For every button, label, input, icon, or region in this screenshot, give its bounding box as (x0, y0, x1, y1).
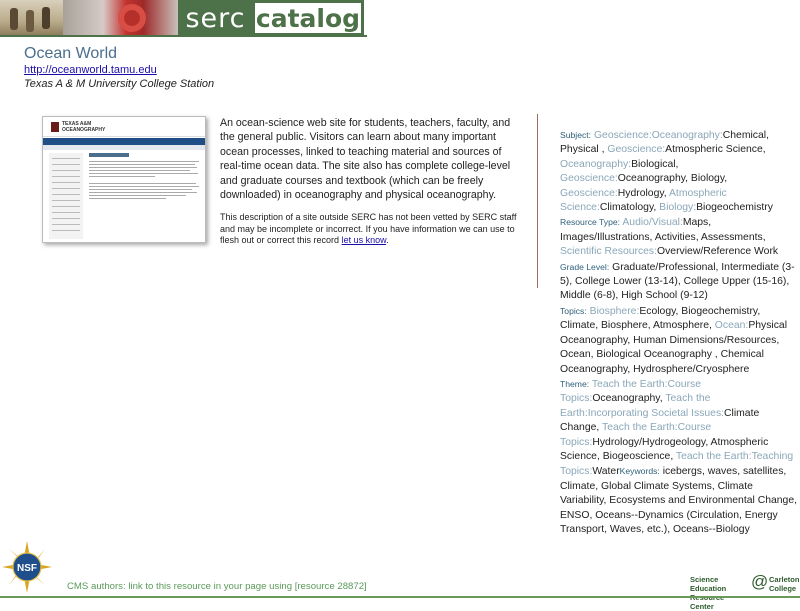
subject-category[interactable]: Geoscience: (560, 187, 618, 199)
banner-photo-people (0, 0, 63, 36)
subject-label: Subject: (560, 130, 592, 140)
subject-category[interactable]: Geoscience: (607, 144, 666, 156)
thumb-nav-bar (43, 138, 205, 145)
serc-logo-line2: Center (690, 602, 714, 611)
resource-type-category[interactable]: Scientific Resources: (560, 246, 658, 258)
keywords-value[interactable]: icebergs, waves, satellites, Climate, Global Climate Systems, Climate Variability, Ecosystems and Environmental Change, ENSO, Oceans--Dynamics (Circulation, Energy Transport, Waves, etc.), Oceans--Biology (560, 466, 797, 535)
catalog-logo-text: catalog (253, 0, 364, 36)
resource-type-value[interactable]: Maps, Images/Illustrations, Activities, Assessments, (560, 217, 766, 243)
subject-value[interactable]: Oceanography, Biology, (617, 173, 728, 185)
thumb-logo-text (62, 121, 105, 133)
resource-type-category[interactable]: Audio/Visual: (622, 217, 683, 229)
topics-category[interactable]: Ocean: (714, 320, 749, 332)
serc-logo-text: serc (178, 0, 253, 36)
resource-organization: Texas A & M University College Station (24, 78, 215, 90)
tamu-logo-icon (51, 122, 59, 132)
resource-type-value[interactable]: Overview/Reference Work (657, 246, 779, 258)
subject-value[interactable]: Chemical, Physical (560, 130, 769, 156)
grade-level-label: Grade Level: (560, 261, 610, 272)
keywords-label: Keywords: (619, 466, 660, 477)
resource-metadata: Subject: Geoscience:Oceanography:Chemical, Physical , Geoscience:Atmospheric Science, Oceanography:Biological, Geoscience:Oceanography, Biology, Geoscience:Hydrology, Atmospheric Science:Climatology, Biology:Biogeochemistry Resource Type: Audio/Visual:Maps, Images/Illustrations, Activities, Assessments, Scientific Resources:Overview/Reference Work Grade Level: Graduate/Professional, Intermediate (3-5), College Lower (13-14), College Upper (15-16), Middle (6-8), High School (9-12) Topics: Biosphere:Ecology, Biogeochemistry, Climate, Biosphere, Atmosphere, Ocean:Physical Oceanography, Human Dimensions/Resources, Ocean, Biological Oceanography , Chemical Oceanography, Hydrosphere/Cryosphere Theme: Teach the Earth:Course Topics:Oceanography, Teach the Earth:Incorporating Societal Issues:Climate Change, Teach the Earth:Course Topics:Hydrology/Hydrogeology, Atmospheric Science, Biogeoscience, Teach the Earth:Teaching Topics:WaterKeywords: icebergs, waves, satellites, Climate, Global Climate Systems, Climate Variability, Ecosystems and Environmental Change, ENSO, Oceans--Dynamics (Circulation, Energy Transport, Waves, etc.), Oceans--Biology (560, 130, 797, 535)
thumb-header (43, 117, 205, 137)
footer-divider (0, 596, 800, 598)
subject-value[interactable]: Atmospheric Science, (665, 144, 766, 156)
nsf-logo[interactable] (2, 541, 52, 593)
resource-description: An ocean-science web site for students, teachers, faculty, and the general public. Visitors can learn about many important ocean processes, linked to teaching material and sources of real-time ocean data. The site also has complete college-level and graduate courses and textbook (which can be freely downloaded) in oceanography and physical oceanography. (220, 117, 511, 202)
at-sign-icon: @ (751, 572, 769, 591)
resource-url-link[interactable]: http://oceanworld.tamu.edu (24, 64, 157, 76)
topics-label: Topics: (560, 305, 587, 316)
theme-value[interactable]: Climate Change, (560, 407, 760, 434)
nsf-text: NSF (17, 563, 37, 574)
subject-category[interactable]: Oceanography: (560, 158, 632, 170)
theme-category[interactable]: Teach the Earth:Teaching Topics: (560, 450, 794, 478)
subject-category[interactable]: Geoscience:Oceanography: (593, 130, 723, 141)
subject-value[interactable]: Hydrology, (617, 187, 667, 199)
thumb-subnav-bar (43, 145, 205, 150)
disclaimer-end: . (386, 235, 389, 246)
vertical-divider (537, 114, 538, 288)
carleton-line2: College (769, 584, 797, 593)
subject-value[interactable]: Climatology (599, 202, 654, 214)
cms-authors-note: CMS authors: link to this resource in your page using [resource 28872] (67, 581, 367, 592)
subject-value[interactable]: Biological, (631, 158, 679, 170)
subject-category[interactable]: Geoscience: (560, 173, 618, 185)
topics-value[interactable]: Physical Oceanography, Human Dimensions/Resources, Ocean, Biological Oceanography , Chemical Oceanography, Hydrosphere/Cryosphere (560, 320, 788, 375)
banner-photo-flower (63, 0, 178, 36)
thumb-main-content (89, 153, 199, 201)
subject-category[interactable]: Atmospheric Science: (560, 187, 727, 214)
resource-screenshot-thumbnail[interactable] (42, 116, 206, 243)
banner-divider (0, 35, 367, 37)
theme-category[interactable]: Teach the Earth:Course Topics: (560, 378, 702, 405)
theme-value[interactable]: Oceanography, (592, 393, 663, 405)
resource-title: Ocean World (24, 45, 118, 62)
theme-value[interactable]: Water (592, 466, 620, 478)
let-us-know-link[interactable]: let us know (341, 235, 387, 246)
subject-category[interactable]: Biology: (659, 202, 697, 214)
resource-type-label: Resource Type: (560, 217, 621, 228)
serc-logo-left (690, 575, 750, 611)
topics-value[interactable]: Ecology, Biogeochemistry, Climate, Biosphere, Atmosphere, (560, 305, 761, 332)
grade-level-value[interactable]: Graduate/Professional, Intermediate (3-5), College Lower (13-14), College Upper (15-16), Middle (6-8), High School (9-12) (560, 261, 795, 302)
disclaimer-text: This description of a site outside SERC has not been vetted by SERC staff and may be incomplete or incorrect. If you have information we can use to flesh out or correct this record (220, 212, 517, 246)
serc-carleton-logo[interactable] (690, 572, 800, 611)
thumb-logo-line2: OCEANOGRAPHY (62, 127, 106, 133)
topics-category[interactable]: Biosphere: (589, 305, 640, 317)
theme-label: Theme: (560, 378, 590, 389)
thumb-logo-line1: TEXAS A&M (62, 121, 92, 127)
thumb-sidebar (49, 153, 83, 239)
serc-logo-line1: Science Education (690, 575, 727, 593)
subject-value[interactable]: Biogeochemistry (696, 202, 773, 214)
carleton-line1: Carleton (769, 575, 800, 584)
serc-catalog-banner[interactable] (0, 0, 367, 36)
theme-category[interactable]: Teach the Earth:Incorporating Societal Issues: (560, 393, 725, 419)
theme-value[interactable]: Hydrology/Hydrogeology, Atmospheric Science, Biogeoscience, (560, 436, 769, 462)
theme-category[interactable]: Teach the Earth:Course Topics: (560, 422, 712, 448)
disclaimer-note (220, 212, 520, 247)
nsf-seal-icon (2, 541, 52, 593)
serc-logo-right (769, 575, 799, 593)
